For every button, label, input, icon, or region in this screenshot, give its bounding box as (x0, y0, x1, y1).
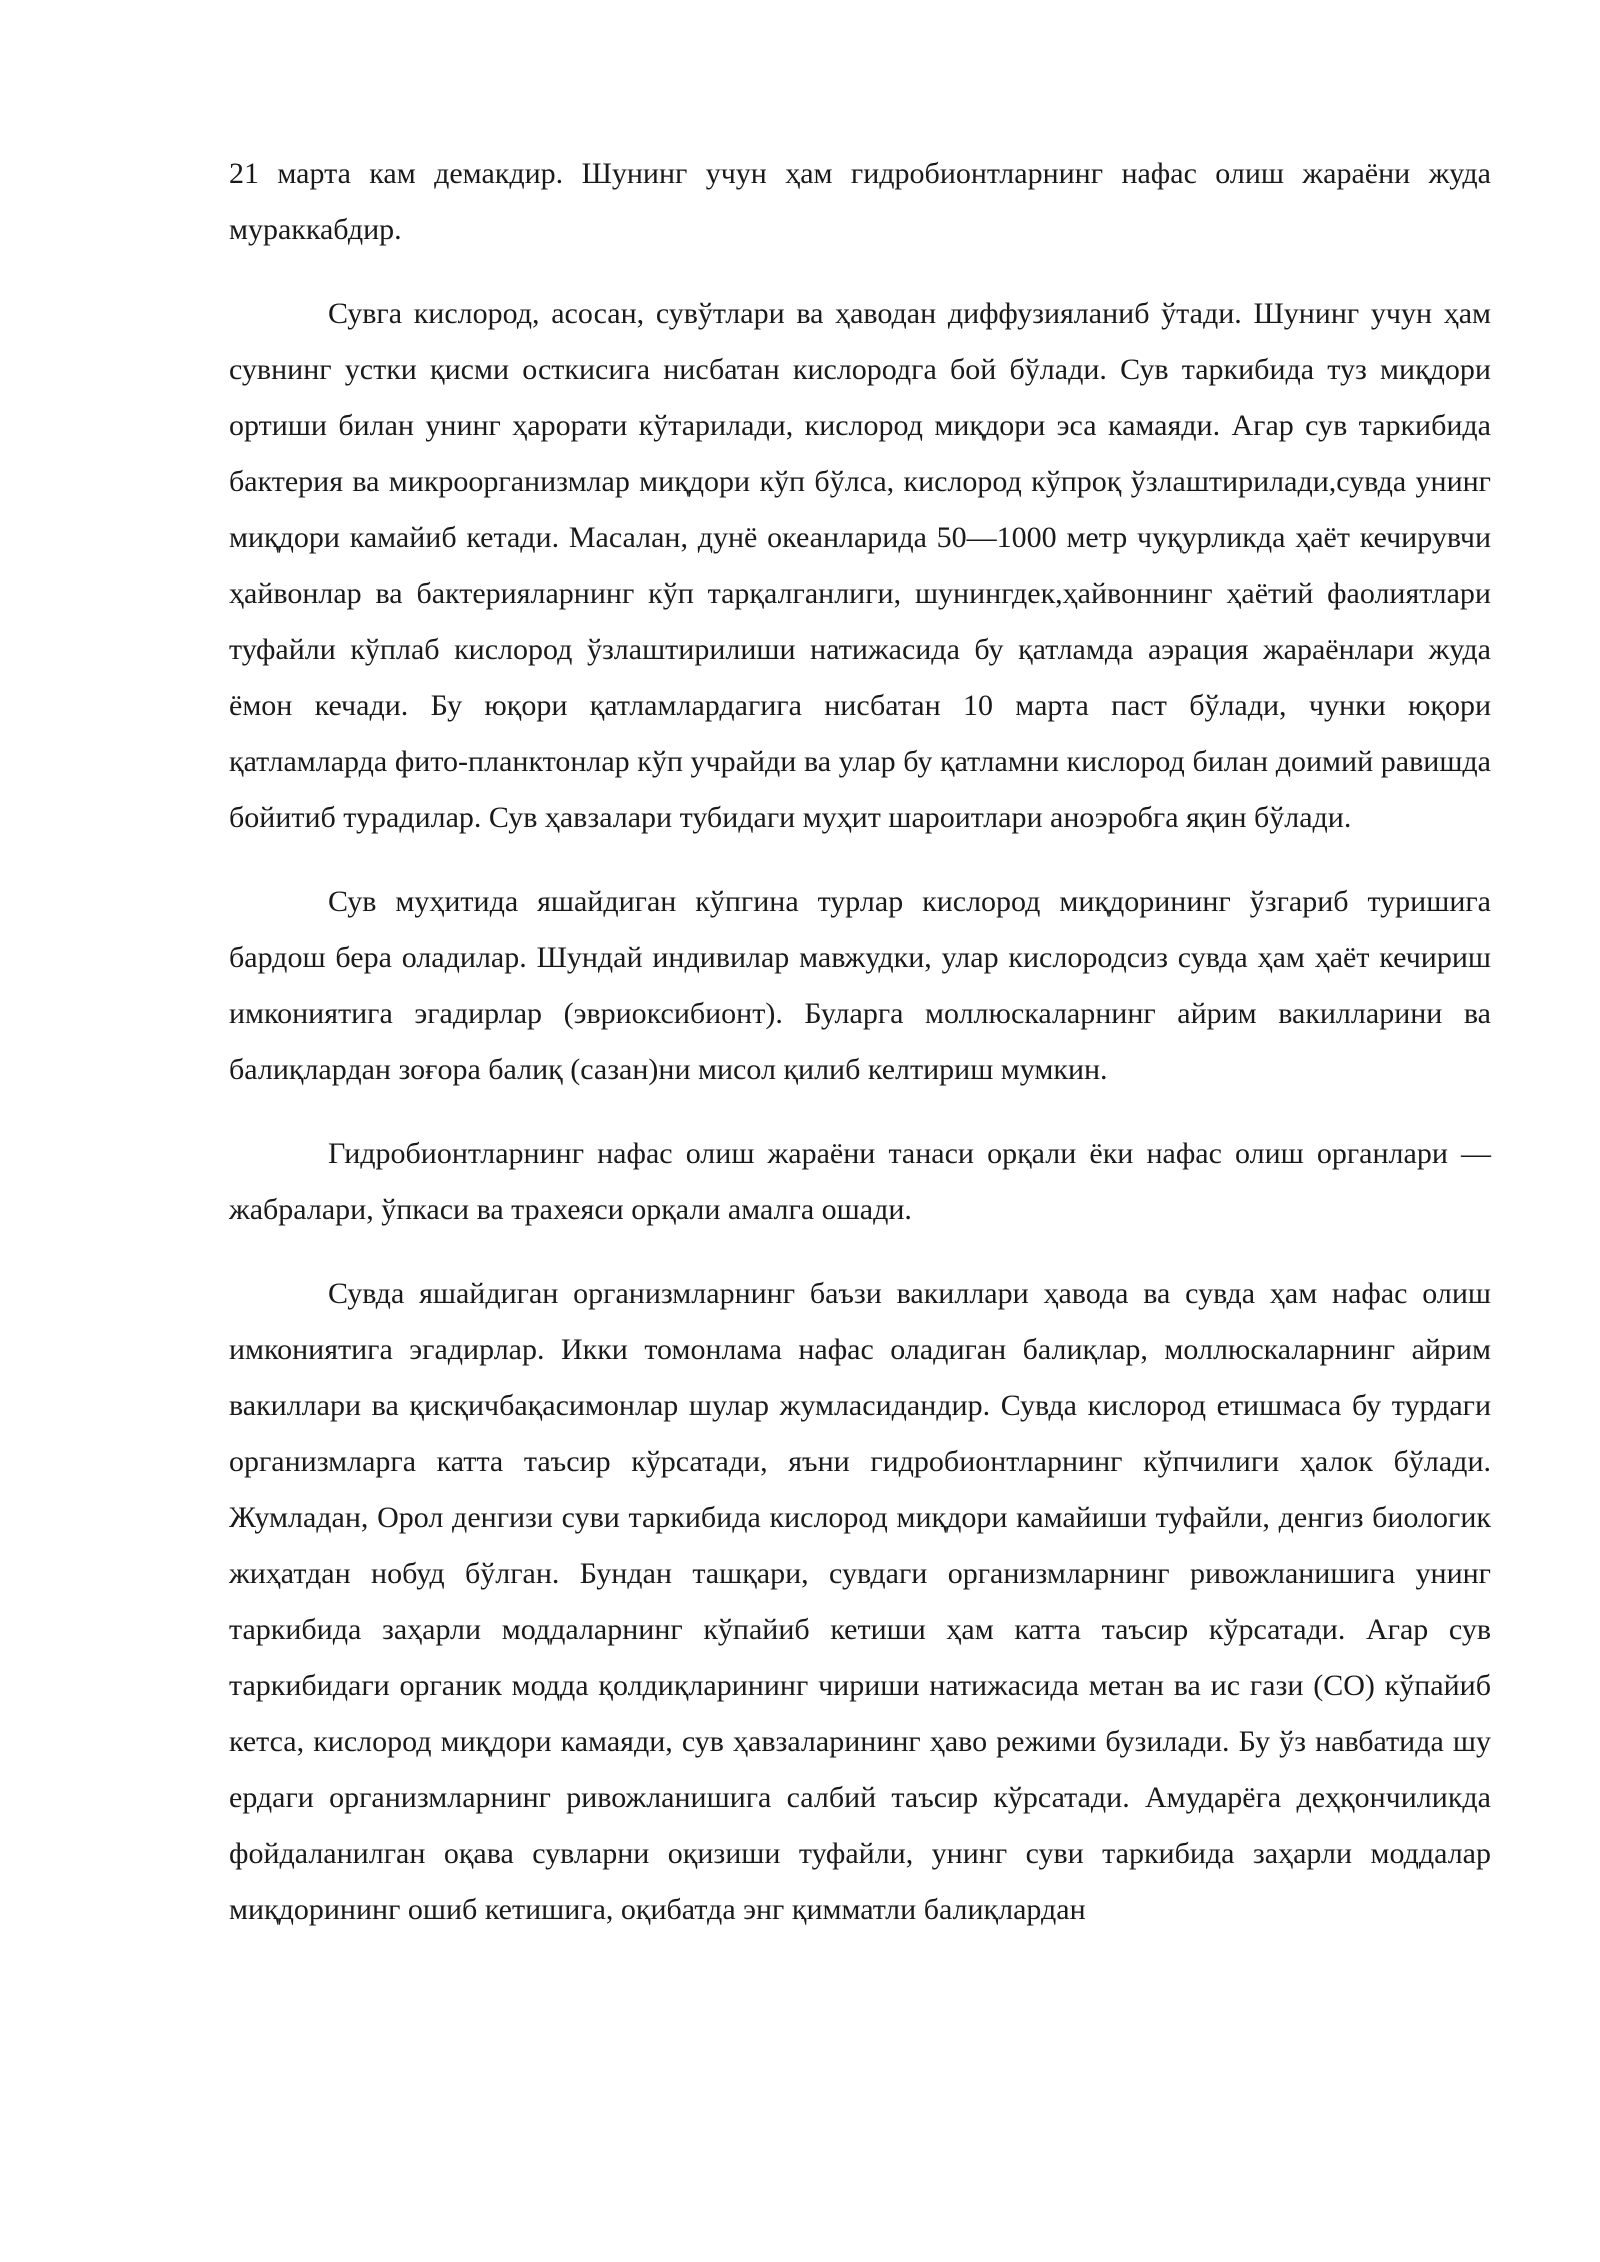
paragraph-respiration-organs: Гидробионтларнинг нафас олиш жараёни танаси орқали ёки нафас олиш органлари — жабралари, ўпкаси ва трахеяси орқали амалга ошади. (229, 1137, 1491, 1226)
document-body (229, 146, 1491, 1966)
paragraph-dual-respiration: Сувда яшайдиган организмларнинг баъзи вакиллари ҳавода ва сувда ҳам нафас олиш имкониятига эгадирлар. Икки томонлама нафас оладиган балиқлар, моллюскаларнинг айрим вакиллари ва қисқичбақасимонлар шулар жумласидандир. Сувда кислород етишмаса бу турдаги организмларга катта таъсир кўрсатади, яъни гидробионтларнинг кўпчилиги ҳалок бўлади. Жумладан, Орол денгизи суви таркибида кислород миқдори камайиши туфайли, денгиз биологик жиҳатдан нобуд бўлган. Бундан ташқари, сувдаги организмларнинг ривожланишига унинг таркибида заҳарли моддаларнинг кўпайиб кетиши ҳам катта таъсир кўрсатади. Агар сув таркибидаги органик модда қолдиқларининг чириши натижасида метан ва ис гази (СО) кўпайиб кетса, кислород миқдори камаяди, сув ҳавзаларининг ҳаво режими бузилади. Бу ўз навбатида шу ердаги организмларнинг ривожланишига салбий таъсир кўрсатади. Амударёга деҳқончиликда фойдаланилган оқава сувларни оқизиши туфайли, унинг суви таркибида заҳарли моддалар миқдорининг ошиб кетишига, оқибатда энг қимматли балиқлардан (229, 1277, 1491, 1926)
paragraph-oxygen-sources: Сувга кислород, асосан, сувўтлари ва ҳаводан диффузияланиб ўтади. Шунинг учун ҳам сувнинг устки қисми осткисига нисбатан кислородга бой бўлади. Сув таркибида туз миқдори ортиши билан унинг ҳарорати кўтарилади, кислород миқдори эса камаяди. Агар сув таркибида бактерия ва микроорганизмлар миқдори кўп бўлса, кислород кўпроқ ўзлаштирилади,сувда унинг миқдори камайиб кетади. Масалан, дунё океанларида 50—1000 метр чуқурликда ҳаёт кечирувчи ҳайвонлар ва бактерияларнинг кўп тарқалганлиги, шунингдек,ҳайвоннинг ҳаётий фаолиятлари туфайли кўплаб кислород ўзлаштирилиши натижасида бу қатламда аэрация жараёнлари жуда ёмон кечади. Бу юқори қатламлардагига нисбатан 10 марта паст бўлади, чунки юқори қатламларда фито-планктонлар кўп учрайди ва улар бу қатламни кислород билан доимий равишда бойитиб турадилар. Сув ҳавзалари тубидаги муҳит шароитлари аноэробга яқин бўлади. (229, 297, 1491, 834)
paragraph-continuation: 21 марта кам демакдир. Шунинг учун ҳам гидробионтларнинг нафас олиш жараёни жуда мураккабдир. (229, 157, 1491, 246)
paragraph-oxygen-tolerance: Сув муҳитида яшайдиган кўпгина турлар кислород миқдорининг ўзгариб туришига бардош бера оладилар. Шундай индивилар мавжудки, улар кислородсиз сувда ҳам ҳаёт кечириш имкониятига эгадирлар (эвриоксибионт). Буларга моллюскаларнинг айрим вакилларини ва балиқлардан зоғора балиқ (сазан)ни мисол қилиб келтириш мумкин. (229, 885, 1491, 1086)
